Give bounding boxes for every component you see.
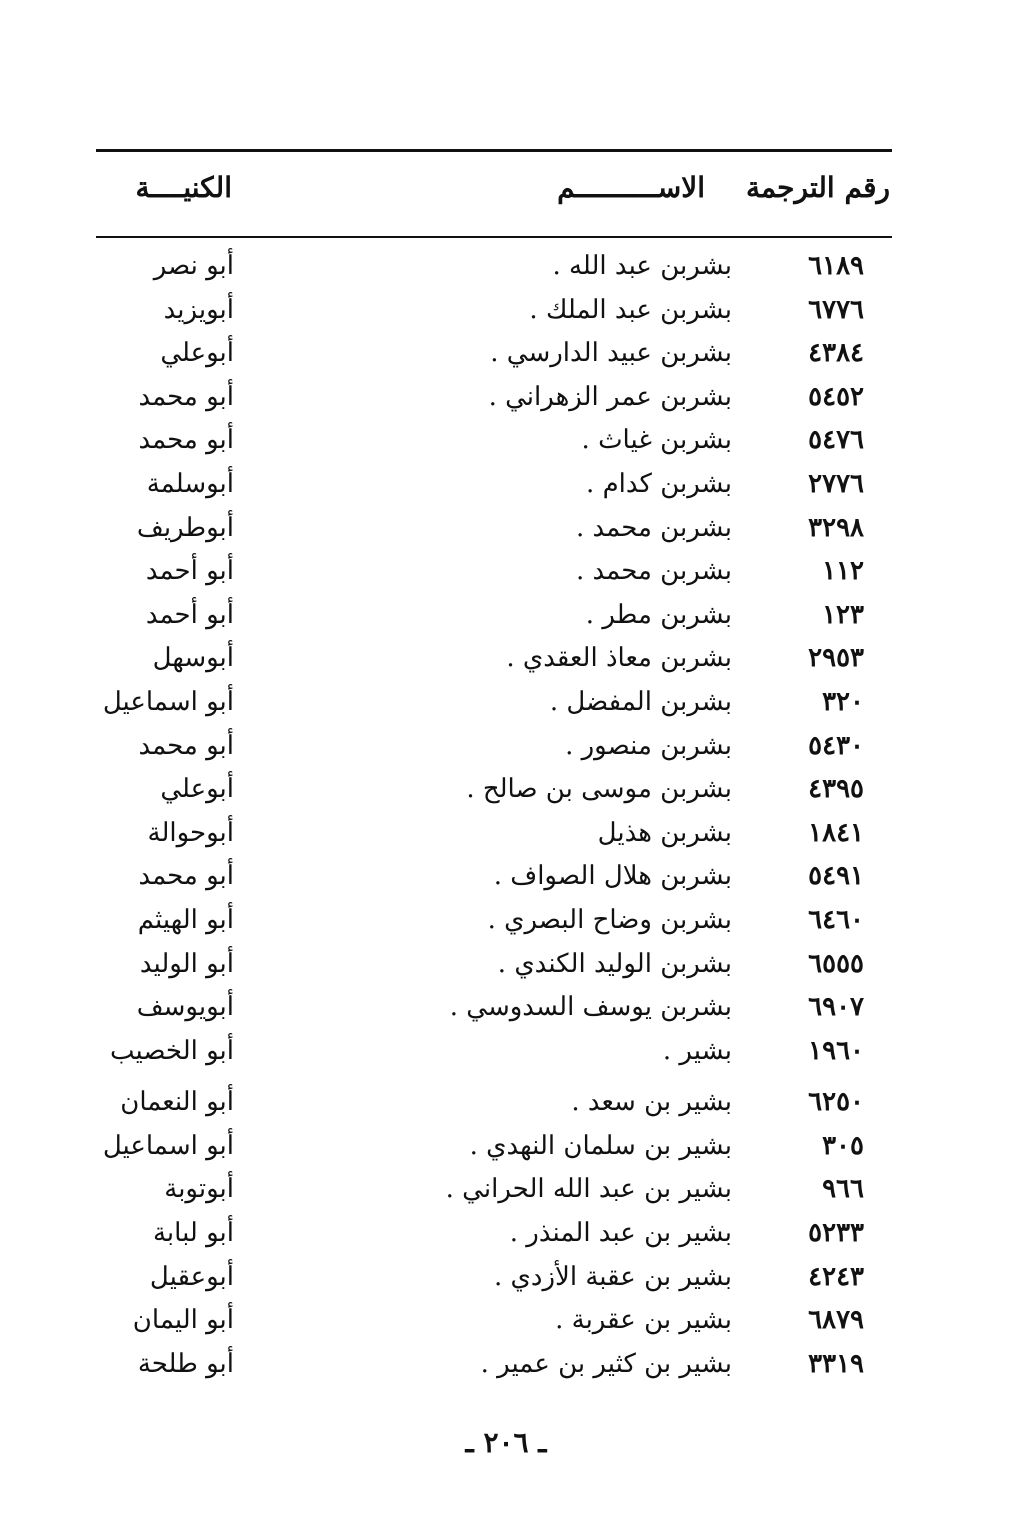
table-row [0, 549, 1012, 593]
entry-kunya-cell [118, 638, 358, 678]
header-kunya: الكنيــــة [135, 171, 232, 204]
entry-number: ١٩٦٠ [808, 1035, 864, 1066]
entry-name: بشربن وضاح البصري . [487, 904, 732, 935]
entry-name: بشير بن عقبة الأزدي . [494, 1261, 732, 1292]
entry-kunya-cell [118, 290, 358, 330]
entry-name: بشير بن عقربة . [555, 1305, 732, 1336]
entry-kunya-cell [118, 595, 358, 635]
entry-name: بشربن هذيل [597, 817, 732, 848]
entry-number: ٣٢٩٨ [808, 512, 864, 543]
entry-kunya-cell [118, 1257, 358, 1297]
entry-kunya: أبو النعمان [120, 1087, 234, 1118]
entry-number: ٥٢٣٣ [808, 1218, 864, 1249]
entry-name: بشير بن عبد الله الحراني . [445, 1174, 732, 1205]
header-rule [96, 236, 892, 238]
entry-number: ٢٧٧٦ [808, 468, 864, 499]
entry-kunya: أبو لبابة [152, 1218, 234, 1249]
table-row [0, 1211, 1012, 1255]
entry-name: بشربن محمد . [576, 512, 732, 543]
table-row [0, 898, 1012, 942]
entry-number: ١١٢ [822, 556, 864, 587]
table-row [0, 767, 1012, 811]
entry-kunya-cell [118, 900, 358, 940]
entry-kunya-cell [118, 420, 358, 460]
entry-name: بشربن منصور . [565, 730, 732, 761]
entry-number: ٣٣١٩ [808, 1348, 864, 1379]
entry-name: بشربن عبد الله . [552, 251, 732, 281]
entry-kunya-cell [109, 1031, 358, 1071]
table-row [0, 331, 1012, 375]
table-row [0, 1167, 1012, 1211]
entry-number: ٦١٨٩ [808, 251, 864, 281]
entry-kunya: أبوحوالة [147, 817, 234, 848]
entry-kunya-cell [118, 769, 358, 809]
entry-number: ٤٣٩٥ [808, 774, 864, 805]
entry-kunya: أبو الوليد [139, 948, 234, 979]
entry-kunya: أبوتوبة [164, 1174, 234, 1205]
table-row [0, 593, 1012, 637]
entry-name: بشربن معاذ العقدي . [506, 643, 732, 674]
header-name: الاســــــــــم [557, 171, 705, 204]
entry-number: ٦٨٧٩ [808, 1305, 864, 1336]
entry-number: ٦٤٦٠ [808, 904, 864, 935]
entry-kunya: أبو محمد [138, 425, 234, 456]
entry-kunya: أبوعقيل [149, 1261, 234, 1292]
entry-kunya: أبو اسماعيل [102, 686, 234, 717]
top-rule [96, 149, 892, 152]
entry-kunya: أبويزيد [163, 294, 234, 325]
entry-number: ٦٩٠٧ [808, 992, 864, 1023]
entry-kunya: أبو محمد [138, 861, 234, 892]
entry-kunya: أبوعلي [160, 774, 234, 805]
entry-kunya-cell [118, 1213, 358, 1253]
entry-kunya: أبو أحمد [145, 599, 234, 630]
table-row [0, 418, 1012, 462]
row-gap [0, 1072, 1012, 1080]
entry-name: بشربن مطر . [585, 599, 732, 630]
entry-kunya-cell [102, 682, 358, 722]
entry-number: ٥٤٩١ [808, 861, 864, 892]
entry-number: ٤٢٤٣ [808, 1261, 864, 1292]
entry-kunya-cell [118, 987, 358, 1027]
entry-number: ٤٣٨٤ [808, 338, 864, 369]
entry-kunya: أبو الخصيب [109, 1035, 234, 1066]
entry-name: بشربن موسى بن صالح . [466, 774, 732, 805]
entry-name: بشربن عبيد الدارسي . [490, 338, 732, 369]
entry-name: بشير بن سعد . [571, 1087, 732, 1118]
table-row [0, 724, 1012, 768]
table-row [0, 506, 1012, 550]
page-number: ـ ٢٠٦ ـ [465, 1426, 547, 1459]
entry-number: ١٢٣ [822, 599, 864, 630]
entry-kunya-cell [118, 377, 358, 417]
table-row [0, 288, 1012, 332]
entry-kunya: أبويوسف [136, 992, 234, 1023]
entry-kunya-cell [118, 333, 358, 373]
table-row [0, 636, 1012, 680]
entry-kunya: أبو طلحة [137, 1348, 234, 1379]
entry-number: ٣٢٠ [822, 686, 864, 717]
entry-kunya: أبو محمد [138, 381, 234, 412]
entry-kunya-cell [118, 246, 358, 286]
entry-name: بشربن عمر الزهراني . [488, 381, 732, 412]
entry-name: بشربن يوسف السدوسي . [449, 992, 732, 1023]
entry-number: ١٨٤١ [808, 817, 864, 848]
entry-name: بشير . [662, 1035, 732, 1066]
table-row [0, 680, 1012, 724]
entry-name: بشربن هلال الصواف . [493, 861, 732, 892]
table-row [0, 985, 1012, 1029]
entry-kunya-cell [118, 1300, 358, 1340]
header-number: رقم الترجمة [745, 171, 890, 204]
entry-kunya: أبو نصر [153, 251, 234, 281]
entry-name: بشربن محمد . [576, 556, 732, 587]
entry-name: بشربن عبد الملك . [529, 294, 732, 325]
entry-number: ٣٠٥ [822, 1130, 864, 1161]
table-row [0, 1298, 1012, 1342]
entry-kunya-cell [118, 726, 358, 766]
entries-table [0, 244, 1012, 1385]
entry-kunya: أبو اليمان [132, 1305, 234, 1336]
entry-kunya-cell [118, 1344, 358, 1384]
entry-kunya-cell [118, 551, 358, 591]
table-row [0, 854, 1012, 898]
entry-kunya-cell [118, 813, 358, 853]
entry-kunya: أبو محمد [138, 730, 234, 761]
entry-kunya: أبوعلي [160, 338, 234, 369]
entry-name: بشير بن كثير بن عمير . [480, 1348, 732, 1379]
entry-kunya: أبو أحمد [145, 556, 234, 587]
entry-number: ٩٦٦ [822, 1174, 864, 1205]
table-row [0, 1029, 1012, 1073]
entry-kunya: أبو اسماعيل [102, 1130, 234, 1161]
entry-kunya-cell [102, 1126, 358, 1166]
entry-number: ٥٤٣٠ [808, 730, 864, 761]
entry-number: ٥٤٥٢ [808, 381, 864, 412]
entry-number: ٥٤٧٦ [808, 425, 864, 456]
entry-number: ٦٥٥٥ [808, 948, 864, 979]
entry-kunya-cell [118, 944, 358, 984]
entry-kunya: أبو الهيثم [137, 904, 234, 935]
entry-kunya-cell [118, 1169, 358, 1209]
table-row [0, 244, 1012, 288]
entry-name: بشربن المفضل . [549, 686, 732, 717]
table-row [0, 462, 1012, 506]
entry-name: بشربن الوليد الكندي . [497, 948, 732, 979]
table-row [0, 1124, 1012, 1168]
table-row [0, 1255, 1012, 1299]
entry-kunya-cell [118, 1082, 358, 1122]
table-row [0, 942, 1012, 986]
table-row [0, 1080, 1012, 1124]
entry-name: بشير بن سلمان النهدي . [469, 1130, 732, 1161]
entry-kunya: أبوطريف [136, 512, 234, 543]
entry-name: بشير بن عبد المنذر . [509, 1218, 732, 1249]
table-row [0, 375, 1012, 419]
table-row [0, 811, 1012, 855]
entry-kunya: أبوسهل [152, 643, 234, 674]
entry-kunya-cell [118, 856, 358, 896]
entry-name: بشربن غياث . [581, 425, 732, 456]
entry-kunya: أبوسلمة [146, 468, 234, 499]
entry-number: ٦٢٥٠ [808, 1087, 864, 1118]
table-row [0, 1342, 1012, 1386]
entry-name: بشربن كدام . [586, 468, 732, 499]
entry-kunya-cell [118, 464, 358, 504]
entry-kunya-cell [118, 508, 358, 548]
entry-number: ٢٩٥٣ [808, 643, 864, 674]
entry-number: ٦٧٧٦ [808, 294, 864, 325]
